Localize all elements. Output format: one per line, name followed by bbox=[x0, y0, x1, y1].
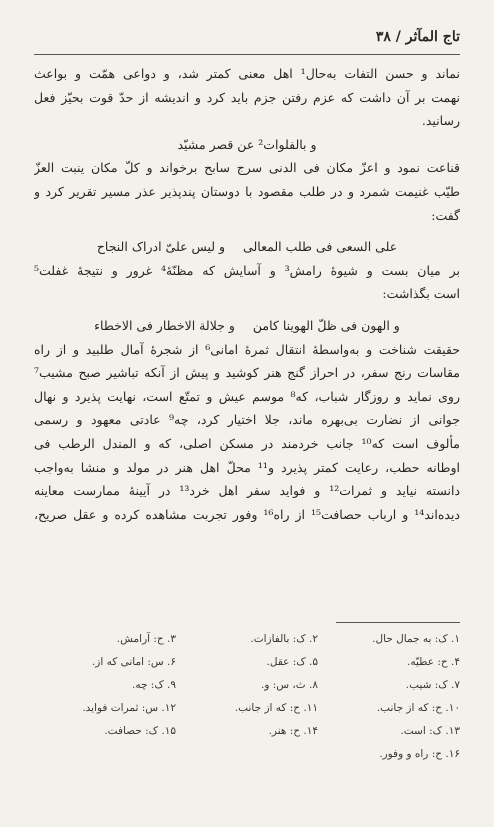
text-line: حقیقت شناخت و به‌واسطهٔ انتقال ثمرهٔ امانی⁶ از شجرهٔ آمال طلبید و از راه bbox=[34, 341, 460, 357]
footnote bbox=[34, 743, 176, 766]
text-line: بر میان بست و شیوهٔ رامش³ و آسایش که مظنّهٔ⁴ غرور و نتیجهٔ غفلت⁵ bbox=[34, 262, 460, 278]
footnotes bbox=[34, 628, 460, 766]
spacer bbox=[34, 306, 460, 314]
footnote-row bbox=[34, 628, 460, 651]
main-text bbox=[34, 62, 460, 526]
text-line: نهمت بر آن داشت که عزم رفتن جزم باید کرد و اندیشه از حدّ قوت بحیّز فعل bbox=[34, 89, 460, 105]
footnote: ۵. ک: عقل. bbox=[266, 656, 319, 668]
verse-hemistich-right: و الهون فی ظلّ الهوینا کامن bbox=[252, 317, 400, 333]
footnote: ۱۳. ک: است. bbox=[400, 725, 460, 737]
text-line: اوطانه حطب، رعایت کمتر پذیرد و¹¹ محلّ اهل هنر در مولد و منشا به‌واجب bbox=[34, 459, 460, 475]
footnote: ۹. ک: چه. bbox=[131, 679, 177, 691]
footnote-row bbox=[34, 720, 460, 743]
page-header-title: تاج المآثر / ۳۸ bbox=[375, 29, 460, 45]
footnote: ۱۴. ح: هنر. bbox=[268, 725, 319, 737]
spacer bbox=[34, 227, 460, 235]
text-line: طیّب غنیمت شمرد و در طلب مقصود با دوستان پندپذیر عذر مسیر تقریر کرد و bbox=[34, 183, 460, 199]
footnote: ۱۲. س: ثمرات فواید. bbox=[82, 702, 177, 714]
verse-hemistich-right: علی السعی فی طلب المعالی bbox=[243, 239, 398, 255]
text-line: مقاسات رنج سفر، در احراز گنج هنر کوشید و پیش از آنکه تباشیر صبح مشیب⁷ bbox=[34, 365, 460, 381]
verse-text: و بالفلوات² عن قصر مشیّد bbox=[177, 136, 317, 152]
footnote: ۸. ث، س: و. bbox=[260, 679, 319, 691]
text-line: جوانی از نضارت بی‌بهره ماند، جلا اختیار کرد، چه⁹ عادتی معهود و رسمی bbox=[34, 412, 460, 428]
verse-line bbox=[34, 133, 460, 157]
footnote: ۶. س: امانی که از. bbox=[91, 656, 177, 668]
footnote bbox=[176, 743, 318, 766]
verse-line bbox=[34, 314, 460, 338]
text-line: گفت: bbox=[431, 207, 460, 223]
verse-hemistich-left: و جلالة الاخطار فی الاخطاء bbox=[94, 317, 235, 333]
footnote-row bbox=[34, 651, 460, 674]
text-line: روی نماید و روزگار شباب، که⁸ موسم عیش و تمتّع است، نهایت پذیرد و نهال bbox=[34, 388, 460, 404]
text-line: مألوف است که¹⁰ جانب خردمند در مسکن اصلی، که و المندل الرطب فی bbox=[34, 435, 460, 451]
footnote-divider bbox=[336, 622, 460, 623]
footnote-row bbox=[34, 674, 460, 697]
text-line: نماند و حسن التفات به‌حال¹ اهل معنی کمتر شد، و دواعی همّت و بواعث bbox=[34, 66, 460, 81]
footnote: ۱. ک: به جمال حال. bbox=[372, 633, 460, 645]
verse-hemistich-left: و لیس علیّ ادراک النجاح bbox=[96, 239, 226, 255]
text-line: قناعت نمود و اعزّ مکان فی الدنی سرج سابح برخواند و کلّ مکان ینبت العزّ bbox=[34, 160, 460, 176]
footnote: ۱۱. ح: که از جانب. bbox=[234, 702, 319, 714]
footnote-row bbox=[34, 743, 460, 766]
running-header bbox=[62, 26, 460, 48]
footnote: ۱۰. ح: که از جانب. bbox=[376, 702, 460, 714]
header-divider bbox=[34, 54, 460, 55]
text-line: دانسته نیاید و ثمرات¹² و فواید سفر اهل خرد¹³ در آیینهٔ ممارست معاینه bbox=[34, 483, 460, 499]
footnote: ۳. ح: آرامش. bbox=[116, 633, 177, 645]
footnote: ۱۶. ح: راه و وفور. bbox=[379, 748, 460, 760]
verse-line bbox=[34, 235, 460, 259]
text-line: است بگذاشت: bbox=[382, 286, 460, 302]
footnote: ۷. ک: شیب. bbox=[405, 679, 460, 691]
footnote: ۴. ح: عطیّه. bbox=[407, 656, 460, 668]
text-line: رسانید. bbox=[421, 113, 460, 129]
text-line: دیده‌اند¹⁴ و ارباب حصافت¹⁵ از راه¹⁶ وفور تجربت مشاهده کرده و عقل صریح، bbox=[34, 506, 460, 522]
footnote-row bbox=[34, 697, 460, 720]
footnote: ۱۵. ک: حصافت. bbox=[104, 725, 177, 737]
footnote: ۲. ک: بالفازات. bbox=[250, 633, 319, 645]
